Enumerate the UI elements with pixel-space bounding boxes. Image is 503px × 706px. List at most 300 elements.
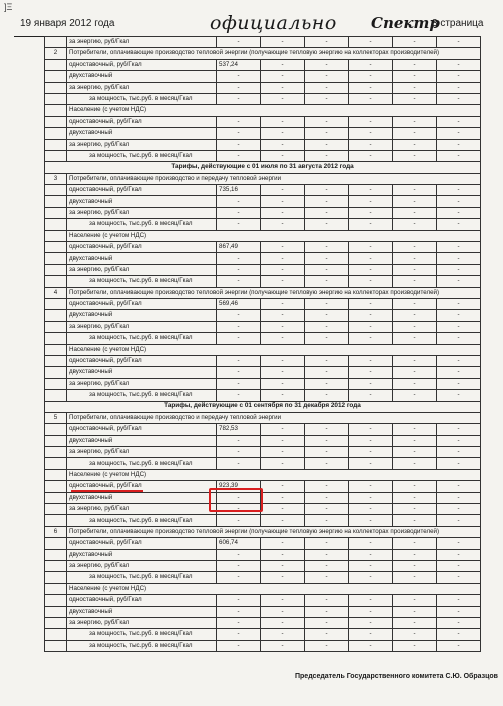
tariff-table-body <box>45 37 481 652</box>
tariff-value: - <box>217 37 261 48</box>
group-number: 3 <box>45 173 67 184</box>
tariff-dash-cell: - <box>261 355 305 366</box>
tariff-value: - <box>217 515 261 526</box>
tariff-row <box>45 253 481 264</box>
tariff-value: - <box>217 560 261 571</box>
tariff-value: - <box>217 606 261 617</box>
tariff-dash-cell: - <box>305 82 349 93</box>
tariff-dash-cell: - <box>393 264 437 275</box>
tariff-row <box>45 447 481 458</box>
tariff-dash-cell: - <box>349 298 393 309</box>
tariff-label: за энергию, руб/Гкал <box>67 617 217 628</box>
tariff-value: - <box>217 435 261 446</box>
period-heading-row <box>45 401 481 412</box>
empty-num-cell <box>45 560 67 571</box>
tariff-dash-cell: - <box>437 219 481 230</box>
group-description: Потребители, оплачивающие производство и передачу тепловой энергии <box>67 173 481 184</box>
tariff-label: двухставочный <box>67 196 217 207</box>
empty-num-cell <box>45 367 67 378</box>
empty-num-cell <box>45 207 67 218</box>
empty-num-cell <box>45 253 67 264</box>
tariff-dash-cell: - <box>261 549 305 560</box>
tariff-label: одноставочный, руб/Гкал <box>67 59 217 70</box>
group-description: Потребители, оплачивающие производство тепловой энергии (получающие тепловую энергию на коллекторах производителей) <box>67 287 481 298</box>
tariff-row <box>45 298 481 309</box>
population-subgroup-row <box>45 105 481 116</box>
tariff-dash-cell: - <box>305 37 349 48</box>
tariff-dash-cell: - <box>305 321 349 332</box>
tariff-dash-cell: - <box>261 367 305 378</box>
tariff-dash-cell: - <box>305 378 349 389</box>
tariff-dash-cell: - <box>261 253 305 264</box>
tariff-dash-cell: - <box>437 481 481 492</box>
empty-num-cell <box>45 139 67 150</box>
tariff-dash-cell: - <box>437 59 481 70</box>
empty-num-cell <box>45 469 67 480</box>
tariff-value: - <box>217 640 261 651</box>
tariff-dash-cell: - <box>305 264 349 275</box>
empty-num-cell <box>45 298 67 309</box>
tariff-dash-cell: - <box>261 139 305 150</box>
tariff-dash-cell: - <box>393 93 437 104</box>
tariff-dash-cell: - <box>261 298 305 309</box>
tariff-label: за энергию, руб/Гкал <box>67 560 217 571</box>
tariff-dash-cell: - <box>437 207 481 218</box>
tariff-dash-cell: - <box>393 378 437 389</box>
tariff-label: двухставочный <box>67 367 217 378</box>
tariff-dash-cell: - <box>305 549 349 560</box>
tariff-label: одноставочный, руб/Гкал <box>67 185 217 196</box>
tariff-dash-cell: - <box>305 515 349 526</box>
tariff-dash-cell: - <box>349 424 393 435</box>
tariff-row <box>45 59 481 70</box>
tariff-row <box>45 242 481 253</box>
tariff-dash-cell: - <box>305 481 349 492</box>
tariff-dash-cell: - <box>349 71 393 82</box>
empty-num-cell <box>45 515 67 526</box>
tariff-value: - <box>217 378 261 389</box>
empty-num-cell <box>45 504 67 515</box>
tariff-dash-cell: - <box>437 390 481 401</box>
tariff-dash-cell: - <box>305 116 349 127</box>
tariff-label: двухставочный <box>67 549 217 560</box>
empty-num-cell <box>45 344 67 355</box>
tariff-dash-cell: - <box>261 390 305 401</box>
tariff-label: двухставочный <box>67 310 217 321</box>
tariff-dash-cell: - <box>305 504 349 515</box>
tariff-value: - <box>217 367 261 378</box>
tariff-dash-cell: - <box>393 310 437 321</box>
tariff-dash-cell: - <box>437 321 481 332</box>
empty-num-cell <box>45 447 67 458</box>
consumer-group-row <box>45 526 481 537</box>
tariff-dash-cell: - <box>349 481 393 492</box>
tariff-dash-cell: - <box>393 185 437 196</box>
tariff-dash-cell: - <box>437 310 481 321</box>
tariff-label: за мощность, тыс.руб. в месяц/Гкал <box>67 333 217 344</box>
tariff-dash-cell: - <box>305 59 349 70</box>
tariff-dash-cell: - <box>305 242 349 253</box>
tariff-row <box>45 264 481 275</box>
tariff-row <box>45 572 481 583</box>
tariff-value: - <box>217 150 261 161</box>
tariff-label: одноставочный, руб/Гкал <box>67 355 217 366</box>
tariff-dash-cell: - <box>437 355 481 366</box>
tariff-dash-cell: - <box>305 207 349 218</box>
tariff-dash-cell: - <box>393 481 437 492</box>
empty-num-cell <box>45 71 67 82</box>
signature-line: Председатель Государственного комитета С.Ю. Образцов <box>295 673 498 680</box>
tariff-dash-cell: - <box>393 207 437 218</box>
tariff-row <box>45 321 481 332</box>
empty-num-cell <box>45 458 67 469</box>
tariff-dash-cell: - <box>393 390 437 401</box>
group-description: Потребители, оплачивающие производство тепловой энергии (получающие тепловую энергию на коллекторах производителей) <box>67 526 481 537</box>
tariff-dash-cell: - <box>393 572 437 583</box>
tariff-value: - <box>217 390 261 401</box>
tariff-dash-cell: - <box>261 629 305 640</box>
tariff-dash-cell: - <box>393 298 437 309</box>
tariff-label: двухставочный <box>67 492 217 503</box>
group-number: 5 <box>45 412 67 423</box>
tariff-dash-cell: - <box>305 595 349 606</box>
tariff-dash-cell: - <box>393 196 437 207</box>
tariff-label: за энергию, руб/Гкал <box>67 207 217 218</box>
tariff-dash-cell: - <box>437 538 481 549</box>
empty-num-cell <box>45 606 67 617</box>
empty-num-cell <box>45 321 67 332</box>
tariff-dash-cell: - <box>349 150 393 161</box>
tariff-label: за мощность, тыс.руб. в месяц/Гкал <box>67 93 217 104</box>
empty-num-cell <box>45 492 67 503</box>
tariff-dash-cell: - <box>305 424 349 435</box>
group-description: Потребители, оплачивающие производство и передачу тепловой энергии <box>67 412 481 423</box>
tariff-label: одноставочный, руб/Гкал <box>67 595 217 606</box>
tariff-row <box>45 435 481 446</box>
subgroup-label: Население (с учетом НДС) <box>67 583 481 594</box>
tariff-dash-cell: - <box>349 538 393 549</box>
population-subgroup-row <box>45 230 481 241</box>
tariff-dash-cell: - <box>261 640 305 651</box>
tariff-dash-cell: - <box>437 196 481 207</box>
tariff-label: за энергию, руб/Гкал <box>67 447 217 458</box>
empty-num-cell <box>45 150 67 161</box>
tariff-dash-cell: - <box>261 59 305 70</box>
tariff-value: - <box>217 504 261 515</box>
tariff-dash-cell: - <box>437 253 481 264</box>
tariff-dash-cell: - <box>349 492 393 503</box>
tariff-dash-cell: - <box>437 572 481 583</box>
empty-num-cell <box>45 355 67 366</box>
tariff-dash-cell: - <box>261 242 305 253</box>
tariff-row <box>45 185 481 196</box>
tariff-value: 923,39 <box>217 481 261 492</box>
tariff-row <box>45 219 481 230</box>
tariff-label: двухставочный <box>67 606 217 617</box>
tariff-dash-cell: - <box>437 640 481 651</box>
tariff-value: - <box>217 93 261 104</box>
tariff-value: - <box>217 310 261 321</box>
tariff-dash-cell: - <box>305 150 349 161</box>
tariff-value: - <box>217 82 261 93</box>
tariff-value: 606,74 <box>217 538 261 549</box>
tariff-dash-cell: - <box>393 504 437 515</box>
tariff-dash-cell: - <box>437 458 481 469</box>
tariff-row <box>45 538 481 549</box>
tariff-dash-cell: - <box>261 116 305 127</box>
tariff-dash-cell: - <box>349 447 393 458</box>
tariff-dash-cell: - <box>305 185 349 196</box>
tariff-label: за энергию, руб/Гкал <box>67 378 217 389</box>
tariff-dash-cell: - <box>437 560 481 571</box>
tariff-dash-cell: - <box>437 71 481 82</box>
empty-num-cell <box>45 276 67 287</box>
subgroup-label: Население (с учетом НДС) <box>67 105 481 116</box>
tariff-dash-cell: - <box>393 253 437 264</box>
empty-num-cell <box>45 196 67 207</box>
consumer-group-row <box>45 173 481 184</box>
tariff-dash-cell: - <box>349 595 393 606</box>
tariff-value: - <box>217 492 261 503</box>
tariff-dash-cell: - <box>437 333 481 344</box>
tariff-dash-cell: - <box>437 435 481 446</box>
tariff-value: - <box>217 595 261 606</box>
tariff-dash-cell: - <box>349 321 393 332</box>
tariff-dash-cell: - <box>393 71 437 82</box>
tariff-dash-cell: - <box>437 276 481 287</box>
tariff-dash-cell: - <box>393 617 437 628</box>
empty-num-cell <box>45 583 67 594</box>
consumer-group-row <box>45 48 481 59</box>
tariff-row <box>45 310 481 321</box>
tariff-dash-cell: - <box>393 116 437 127</box>
tariff-row <box>45 640 481 651</box>
empty-num-cell <box>45 538 67 549</box>
tariff-row <box>45 390 481 401</box>
tariff-dash-cell: - <box>437 128 481 139</box>
tariff-row <box>45 367 481 378</box>
tariff-dash-cell: - <box>393 59 437 70</box>
tariff-dash-cell: - <box>349 617 393 628</box>
tariff-dash-cell: - <box>305 128 349 139</box>
population-subgroup-row <box>45 469 481 480</box>
tariff-value: 537,24 <box>217 59 261 70</box>
tariff-dash-cell: - <box>437 378 481 389</box>
tariff-row <box>45 515 481 526</box>
tariff-dash-cell: - <box>305 390 349 401</box>
tariff-dash-cell: - <box>437 424 481 435</box>
tariff-dash-cell: - <box>261 196 305 207</box>
tariff-dash-cell: - <box>349 185 393 196</box>
tariff-dash-cell: - <box>305 310 349 321</box>
tariff-row <box>45 139 481 150</box>
tariff-dash-cell: - <box>305 629 349 640</box>
tariff-dash-cell: - <box>349 59 393 70</box>
tariff-label: двухставочный <box>67 128 217 139</box>
tariff-dash-cell: - <box>261 481 305 492</box>
tariff-label: одноставочный, руб/Гкал <box>67 481 217 492</box>
empty-num-cell <box>45 105 67 116</box>
group-number: 6 <box>45 526 67 537</box>
tariff-dash-cell: - <box>349 219 393 230</box>
tariff-value: - <box>217 264 261 275</box>
tariff-dash-cell: - <box>305 447 349 458</box>
tariff-dash-cell: - <box>349 37 393 48</box>
tariff-dash-cell: - <box>261 515 305 526</box>
tariff-value: - <box>217 458 261 469</box>
tariff-dash-cell: - <box>437 116 481 127</box>
tariff-dash-cell: - <box>349 435 393 446</box>
section-title: официально <box>210 12 337 34</box>
issue-date: 19 января 2012 года <box>20 18 115 29</box>
tariff-dash-cell: - <box>349 82 393 93</box>
tariff-dash-cell: - <box>305 71 349 82</box>
group-number: 4 <box>45 287 67 298</box>
tariff-label: за энергию, руб/Гкал <box>67 264 217 275</box>
empty-num-cell <box>45 572 67 583</box>
tariff-dash-cell: - <box>349 378 393 389</box>
tariff-dash-cell: - <box>437 367 481 378</box>
tariff-dash-cell: - <box>393 458 437 469</box>
tariff-dash-cell: - <box>349 128 393 139</box>
empty-num-cell <box>45 640 67 651</box>
empty-num-cell <box>45 82 67 93</box>
tariff-value: - <box>217 617 261 628</box>
tariff-dash-cell: - <box>437 606 481 617</box>
tariff-dash-cell: - <box>393 515 437 526</box>
tariff-dash-cell: - <box>261 37 305 48</box>
tariff-row <box>45 37 481 48</box>
tariff-dash-cell: - <box>437 150 481 161</box>
tariff-label: за энергию, руб/Гкал <box>67 504 217 515</box>
tariff-dash-cell: - <box>261 82 305 93</box>
tariff-dash-cell: - <box>261 424 305 435</box>
tariff-dash-cell: - <box>393 595 437 606</box>
tariff-label: одноставочный, руб/Гкал <box>67 116 217 127</box>
tariff-value: - <box>217 219 261 230</box>
tariff-row <box>45 595 481 606</box>
tariff-dash-cell: - <box>437 37 481 48</box>
tariff-dash-cell: - <box>437 242 481 253</box>
tariff-row <box>45 150 481 161</box>
tariff-value: 569,46 <box>217 298 261 309</box>
tariff-value: - <box>217 572 261 583</box>
tariff-dash-cell: - <box>393 606 437 617</box>
tariff-row <box>45 378 481 389</box>
tariff-dash-cell: - <box>393 355 437 366</box>
tariff-dash-cell: - <box>349 504 393 515</box>
tariff-dash-cell: - <box>349 515 393 526</box>
tariff-dash-cell: - <box>393 333 437 344</box>
tariff-row <box>45 560 481 571</box>
tariff-dash-cell: - <box>261 492 305 503</box>
tariff-row <box>45 333 481 344</box>
empty-num-cell <box>45 59 67 70</box>
tariff-dash-cell: - <box>305 219 349 230</box>
tariff-label: двухставочный <box>67 253 217 264</box>
tariff-value: - <box>217 116 261 127</box>
period-heading: Тарифы, действующие с 01 июля по 31 августа 2012 года <box>45 162 481 173</box>
tariff-dash-cell: - <box>437 617 481 628</box>
tariff-dash-cell: - <box>349 367 393 378</box>
tariff-dash-cell: - <box>437 515 481 526</box>
empty-num-cell <box>45 333 67 344</box>
tariff-label: за мощность, тыс.руб. в месяц/Гкал <box>67 150 217 161</box>
tariff-value: - <box>217 253 261 264</box>
tariff-dash-cell: - <box>437 298 481 309</box>
subgroup-label: Население (с учетом НДС) <box>67 469 481 480</box>
tariff-label: за мощность, тыс.руб. в месяц/Гкал <box>67 276 217 287</box>
tariff-dash-cell: - <box>261 333 305 344</box>
tariff-dash-cell: - <box>349 355 393 366</box>
tariff-label: одноставочный, руб/Гкал <box>67 298 217 309</box>
tariff-dash-cell: - <box>393 82 437 93</box>
tariff-dash-cell: - <box>305 298 349 309</box>
tariff-dash-cell: - <box>349 276 393 287</box>
tariff-dash-cell: - <box>349 264 393 275</box>
tariff-dash-cell: - <box>261 560 305 571</box>
tariff-dash-cell: - <box>393 276 437 287</box>
tariff-dash-cell: - <box>261 435 305 446</box>
tariff-dash-cell: - <box>393 150 437 161</box>
tariff-dash-cell: - <box>261 321 305 332</box>
tariff-label: одноставочный, руб/Гкал <box>67 538 217 549</box>
tariff-value: 867,49 <box>217 242 261 253</box>
population-subgroup-row <box>45 344 481 355</box>
tariff-value: - <box>217 276 261 287</box>
tariff-row <box>45 629 481 640</box>
page-number: 3 страница <box>432 18 484 29</box>
subgroup-label: Население (с учетом НДС) <box>67 344 481 355</box>
tariff-dash-cell: - <box>437 93 481 104</box>
tariff-dash-cell: - <box>261 538 305 549</box>
tariff-dash-cell: - <box>305 139 349 150</box>
page-header <box>0 12 503 38</box>
tariff-label: за мощность, тыс.руб. в месяц/Гкал <box>67 515 217 526</box>
tariff-row <box>45 207 481 218</box>
tariff-dash-cell: - <box>393 242 437 253</box>
red-highlight-box <box>209 488 263 512</box>
tariff-dash-cell: - <box>393 560 437 571</box>
newspaper-logo: Спектр <box>371 14 440 32</box>
tariff-dash-cell: - <box>349 458 393 469</box>
tariff-dash-cell: - <box>349 390 393 401</box>
tariff-label: за мощность, тыс.руб. в месяц/Гкал <box>67 458 217 469</box>
tariff-dash-cell: - <box>349 196 393 207</box>
tariff-dash-cell: - <box>437 185 481 196</box>
tariff-dash-cell: - <box>393 629 437 640</box>
tariff-dash-cell: - <box>437 447 481 458</box>
tariff-value: - <box>217 207 261 218</box>
tariff-dash-cell: - <box>305 93 349 104</box>
tariff-dash-cell: - <box>349 549 393 560</box>
population-subgroup-row <box>45 583 481 594</box>
tariff-dash-cell: - <box>349 572 393 583</box>
empty-num-cell <box>45 424 67 435</box>
tariff-dash-cell: - <box>349 333 393 344</box>
tariff-dash-cell: - <box>393 321 437 332</box>
tariff-dash-cell: - <box>305 617 349 628</box>
tariff-row <box>45 606 481 617</box>
empty-num-cell <box>45 230 67 241</box>
binder-mark: ]Ξ <box>4 2 13 12</box>
empty-num-cell <box>45 128 67 139</box>
tariff-dash-cell: - <box>349 93 393 104</box>
tariff-dash-cell: - <box>261 128 305 139</box>
tariff-dash-cell: - <box>437 492 481 503</box>
tariff-value: 782,53 <box>217 424 261 435</box>
empty-num-cell <box>45 390 67 401</box>
